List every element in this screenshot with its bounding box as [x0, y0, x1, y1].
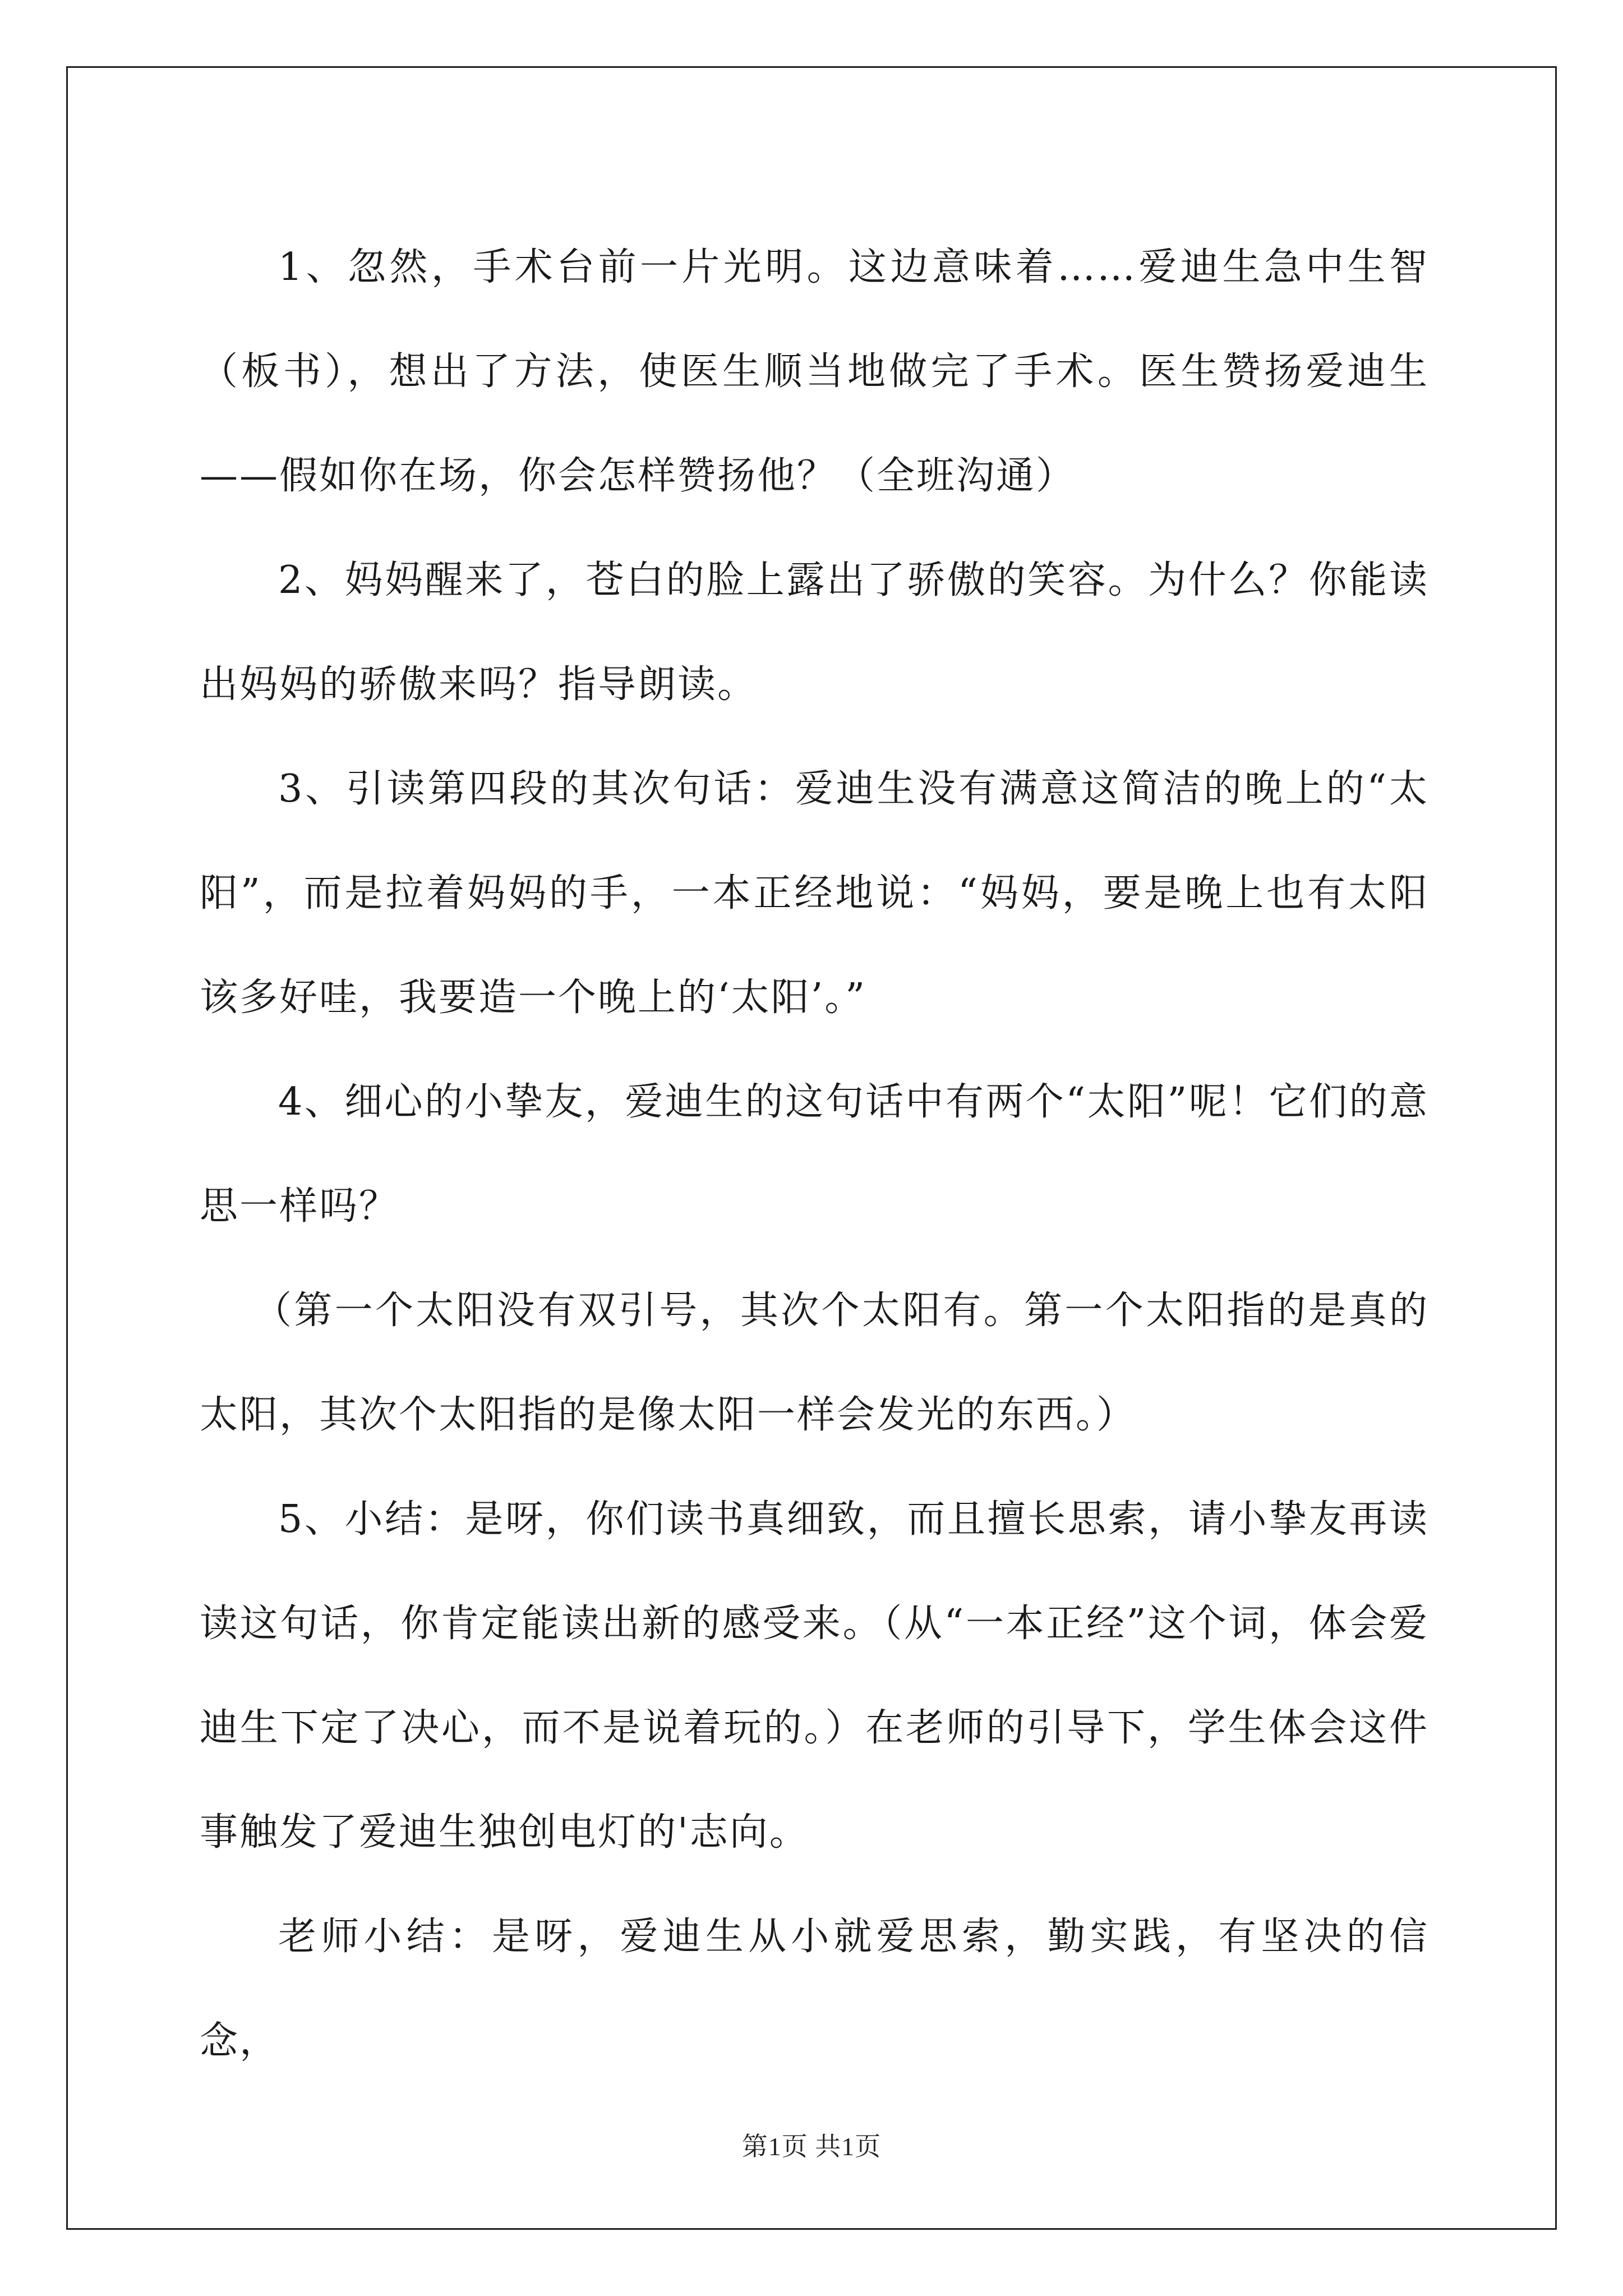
paragraph-6: 5、小结：是呀，你们读书真细致，而且擅长思索，请小挚友再读读这句话，你肯定能读出新的感受来。（从“一本正经”这个词，体会爱迪生下定了决心，而不是说着玩的。）在老师的引导下，学生体会这件事触发了爱迪生独创电灯的'志向。 [200, 1497, 1429, 1855]
paragraph-5: （第一个太阳没有双引号，其次个太阳有。第一个太阳指的是真的太阳，其次个太阳指的是像太阳一样会发光的东西。） [200, 1289, 1429, 1437]
page-footer: 第1页 共1页 [741, 2132, 882, 2161]
paragraph-1: 1、忽然，手术台前一片光明。这边意味着……爱迪生急中生智（板书），想出了方法，使医生顺当地做完了手术。医生赞扬爱迪生——假如你在场，你会怎样赞扬他？（全班沟通） [200, 245, 1429, 498]
paragraph-2: 2、妈妈醒来了，苍白的脸上露出了骄傲的笑容。为什么？你能读出妈妈的骄傲来吗？指导朗读。 [200, 558, 1429, 707]
paragraph-7: 老师小结：是呀，爱迪生从小就爱思索，勤实践，有坚决的信念， [200, 1915, 1429, 2063]
paragraph-4: 4、细心的小挚友，爱迪生的这句话中有两个“太阳”呢！它们的意思一样吗？ [200, 1080, 1429, 1228]
document-body [200, 215, 1429, 2093]
paragraph-3: 3、引读第四段的其次句话：爱迪生没有满意这简洁的晚上的“太阳”，而是拉着妈妈的手，一本正经地说：“妈妈，要是晚上也有太阳该多好哇，我要造一个晚上的‘太阳’。” [200, 767, 1429, 1020]
